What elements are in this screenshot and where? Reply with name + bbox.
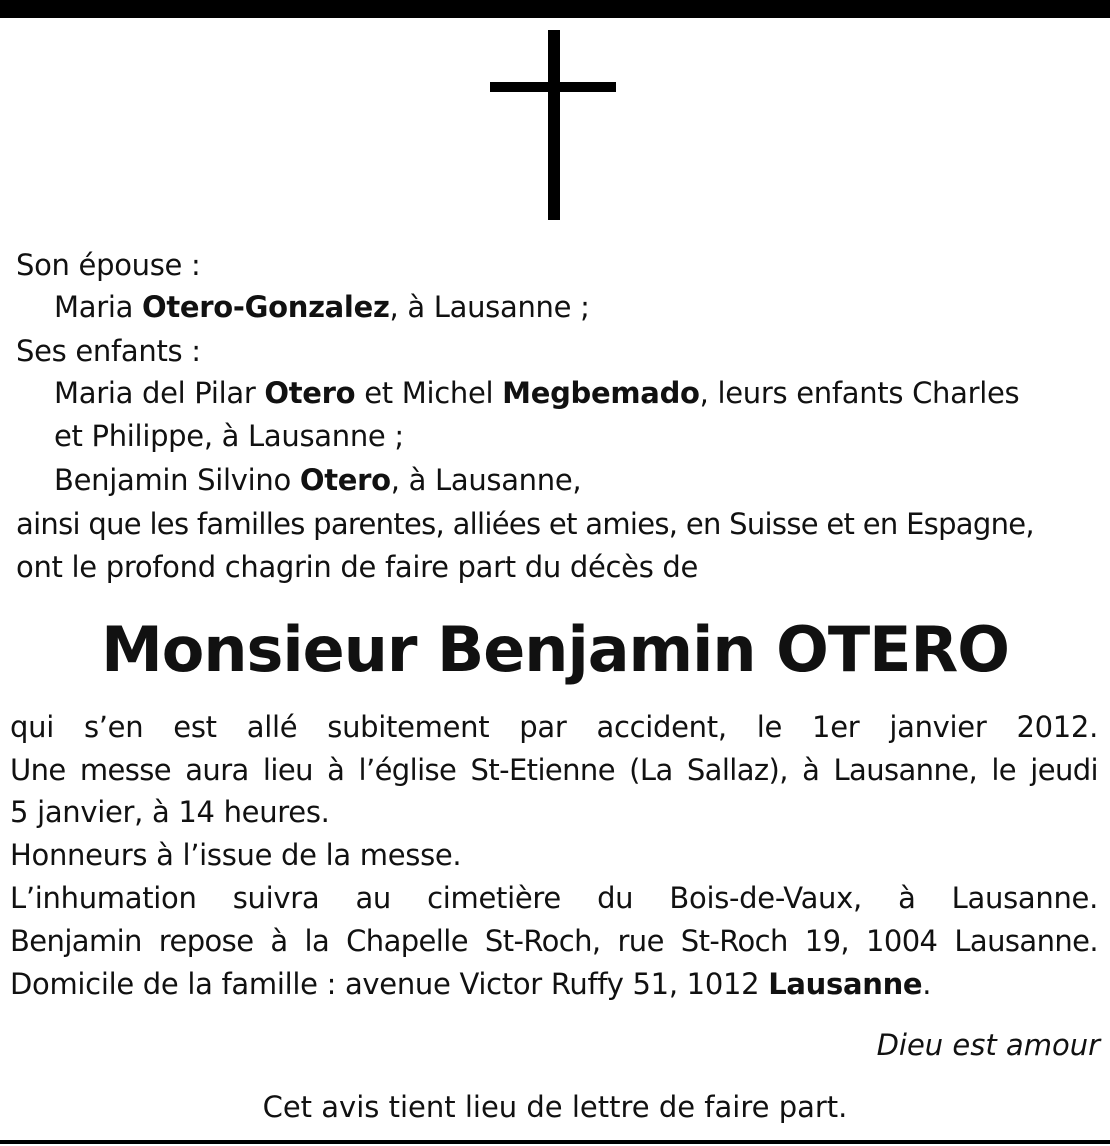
body-line-1: qui s’en est allé subitement par accident, le 1er janvier 2012. xyxy=(10,710,1098,744)
child1-line xyxy=(54,372,1019,415)
child1-middle: et Michel xyxy=(355,376,503,410)
child2-line xyxy=(54,459,581,502)
child1-continuation: et Philippe, à Lausanne ; xyxy=(54,419,404,453)
child2-prefix: Benjamin Silvino xyxy=(54,463,300,497)
spouse-prefix: Maria xyxy=(54,290,142,324)
body-line-2: Une messe aura lieu à l’église St-Etienne (La Sallaz), à Lausanne, le jeudi xyxy=(10,753,1098,787)
body-line-3: 5 janvier, à 14 heures. xyxy=(10,795,330,829)
cross-icon xyxy=(0,0,1110,230)
deceased-name: Monsieur Benjamin OTERO xyxy=(101,613,1009,686)
motto: Dieu est amour xyxy=(876,1028,1100,1062)
child1-surname: Otero xyxy=(264,376,356,410)
body-line-4: Honneurs à l’issue de la messe. xyxy=(10,838,462,872)
child1-partner-surname: Megbemado xyxy=(502,376,700,410)
children-heading: Ses enfants : xyxy=(16,334,201,368)
spouse-line xyxy=(54,286,590,329)
domicile-suffix: . xyxy=(922,967,932,1001)
child2-surname: Otero xyxy=(299,463,391,497)
domicile-city: Lausanne xyxy=(768,967,923,1001)
body-line-5: L’inhumation suivra au cimetière du Bois-de-Vaux, à Lausanne. xyxy=(10,881,1098,915)
bottom-border-rule xyxy=(0,1140,1110,1144)
domicile-prefix: Domicile de la famille : avenue Victor Ruffy 51, 1012 xyxy=(10,967,769,1001)
spouse-suffix: , à Lausanne ; xyxy=(389,290,590,324)
spouse-heading: Son épouse : xyxy=(16,248,201,282)
child1-suffix: , leurs enfants Charles xyxy=(699,376,1020,410)
families-line-2: ont le profond chagrin de faire part du décès de xyxy=(16,550,699,584)
spouse-surname: Otero-Gonzalez xyxy=(141,290,390,324)
body-line-6: Benjamin repose à la Chapelle St-Roch, rue St-Roch 19, 1004 Lausanne. xyxy=(10,924,1098,958)
domicile-line xyxy=(10,963,1098,1006)
closing-note: Cet avis tient lieu de lettre de faire part. xyxy=(262,1090,848,1124)
families-line-1: ainsi que les familles parentes, alliées et amies, en Suisse et en Espagne, xyxy=(16,507,1034,541)
child1-prefix: Maria del Pilar xyxy=(54,376,265,410)
child2-suffix: , à Lausanne, xyxy=(390,463,582,497)
